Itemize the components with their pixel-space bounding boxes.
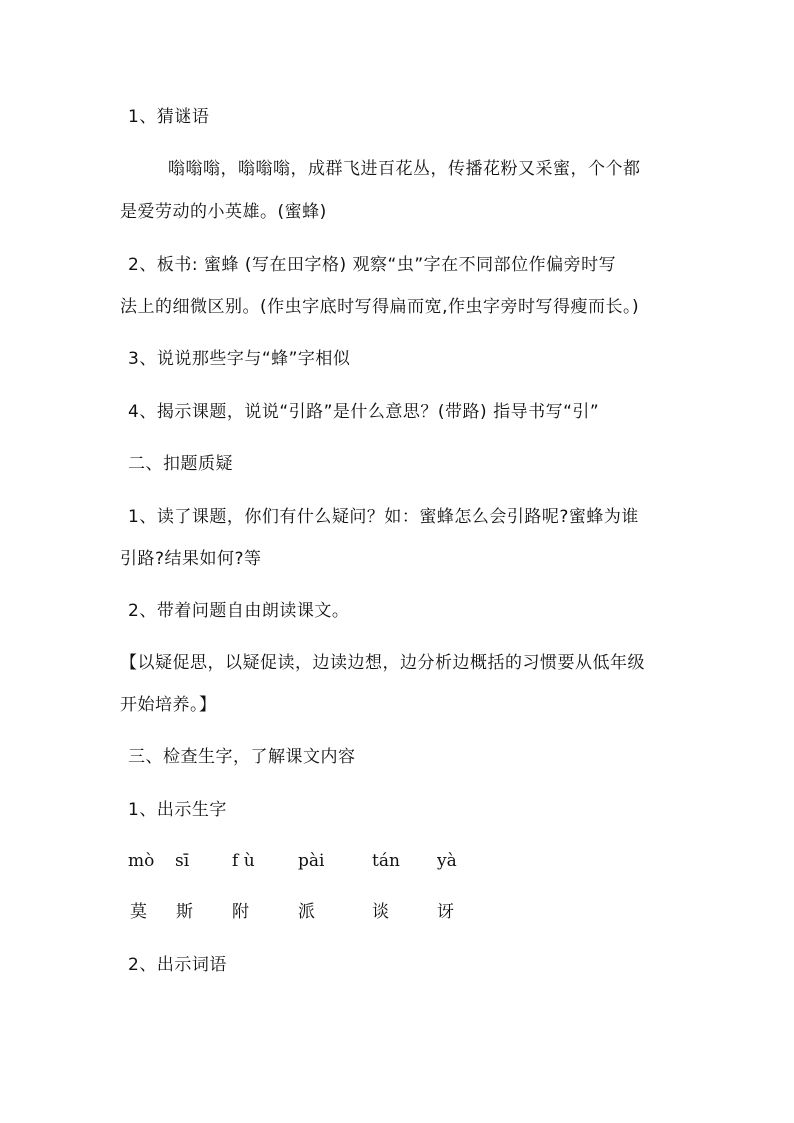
riddle-text-line-1: 嗡嗡嗡，嗡嗡嗡，成群飞进百花丛，传播花粉又采蜜，个个都 <box>168 159 641 179</box>
pinyin-cell: sī <box>175 851 190 871</box>
character-cell: 讶 <box>437 902 454 922</box>
teaching-note-line-1: 【以疑促思，以疑促读，边读边想，边分析边概括的习惯要从低年级 <box>120 653 645 673</box>
item-show-characters: 1、出示生字 <box>128 800 227 820</box>
character-cell: 附 <box>232 902 249 922</box>
character-cell: 斯 <box>176 902 193 922</box>
pinyin-cell: yà <box>437 851 457 871</box>
character-row <box>0 901 794 925</box>
pinyin-cell: mò <box>128 851 155 871</box>
item-similar-characters: 3、说说那些字与“蜂”字相似 <box>128 349 351 369</box>
section-heading-three: 三、检查生字，了解课文内容 <box>128 747 356 767</box>
riddle-text-line-2: 是爱劳动的小英雄。(蜜蜂) <box>120 202 327 222</box>
section-heading-two: 二、扣题质疑 <box>128 454 233 474</box>
item-questions-line-1: 1、读了课题，你们有什么疑问？如：蜜蜂怎么会引路呢?蜜蜂为谁 <box>128 507 639 527</box>
item-questions-line-2: 引路?结果如何?等 <box>120 549 262 569</box>
character-cell: 莫 <box>130 902 147 922</box>
teaching-note-line-2: 开始培养。】 <box>120 695 217 715</box>
character-cell: 派 <box>298 902 315 922</box>
pinyin-cell: pài <box>298 851 325 871</box>
pinyin-cell: f ù <box>232 851 255 871</box>
character-cell: 谈 <box>372 902 389 922</box>
item-show-words: 2、出示词语 <box>128 955 227 975</box>
item-board-writing-line-2: 法上的细微区别。(作虫字底时写得扁而宽,作虫字旁时写得瘦而长。) <box>120 297 640 317</box>
item-free-reading: 2、带着问题自由朗读课文。 <box>128 601 350 621</box>
pinyin-cell: tán <box>372 851 400 871</box>
item-reveal-title: 4、揭示课题，说说“引路”是什么意思？(带路) 指导书写“引” <box>128 402 600 422</box>
item-guess-riddle: 1、猜谜语 <box>128 107 210 127</box>
item-board-writing-line-1: 2、板书: 蜜蜂 (写在田字格) 观察“虫”字在不同部位作偏旁时写 <box>128 255 617 275</box>
pinyin-row <box>0 850 794 874</box>
